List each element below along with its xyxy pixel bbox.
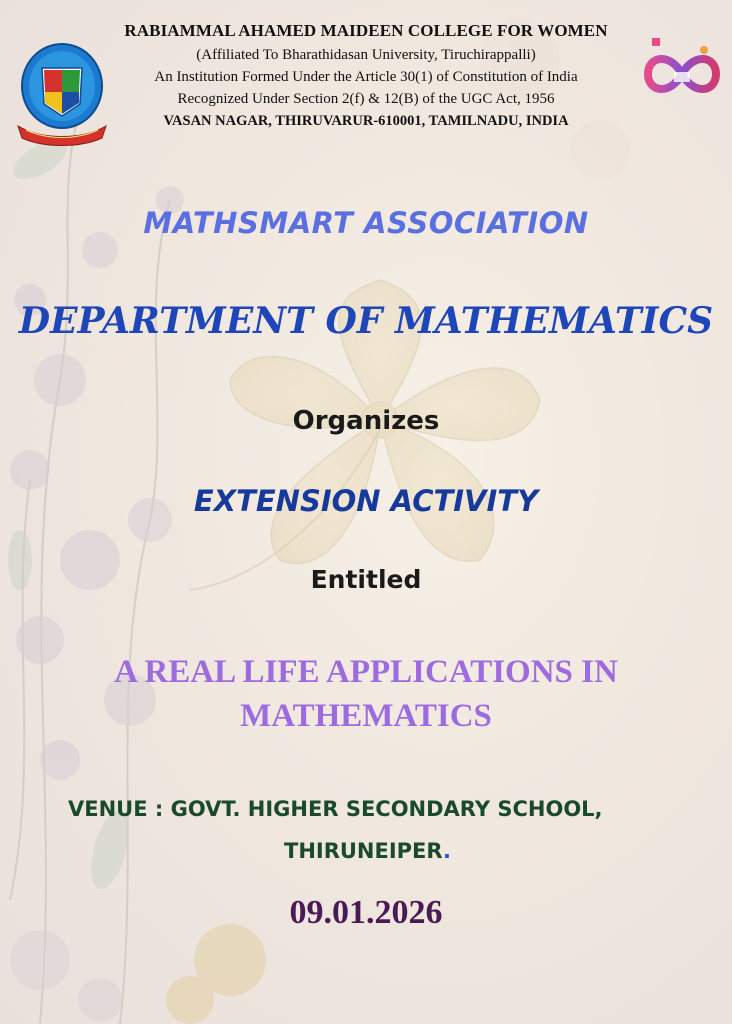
organizes-label: Organizes xyxy=(292,406,440,436)
event-date: 09.01.2026 xyxy=(289,894,443,931)
activity-name: EXTENSION ACTIVITY xyxy=(193,484,539,518)
department-name: DEPARTMENT OF MATHEMATICS xyxy=(18,300,714,342)
institution-line: An Institution Formed Under the Article 30(1) of Constitution of India xyxy=(154,69,578,85)
event-title xyxy=(40,650,692,738)
college-header xyxy=(0,18,732,132)
venue-school: VENUE : GOVT. HIGHER SECONDARY SCHOOL, xyxy=(68,797,603,821)
event-title-line-2: MATHEMATICS xyxy=(240,698,492,734)
college-address: VASAN NAGAR, THIRUVARUR-610001, TAMILNADU, INDIA xyxy=(163,113,569,129)
venue-place: THIRUNEIPER xyxy=(284,839,443,863)
venue-place-row xyxy=(284,839,451,863)
venue-place-suffix: . xyxy=(442,839,451,863)
college-name: RABIAMMAL AHAMED MAIDEEN COLLEGE FOR WOMEN xyxy=(124,21,608,40)
affiliation-line: (Affiliated To Bharathidasan University, Tiruchirappalli) xyxy=(196,47,536,63)
entitled-label: Entitled xyxy=(310,565,422,594)
event-title-line-1: A REAL LIFE APPLICATIONS IN xyxy=(114,654,618,690)
recognition-line: Recognized Under Section 2(f) & 12(B) of the UGC Act, 1956 xyxy=(177,91,555,107)
association-name: MATHSMART ASSOCIATION xyxy=(143,206,589,240)
